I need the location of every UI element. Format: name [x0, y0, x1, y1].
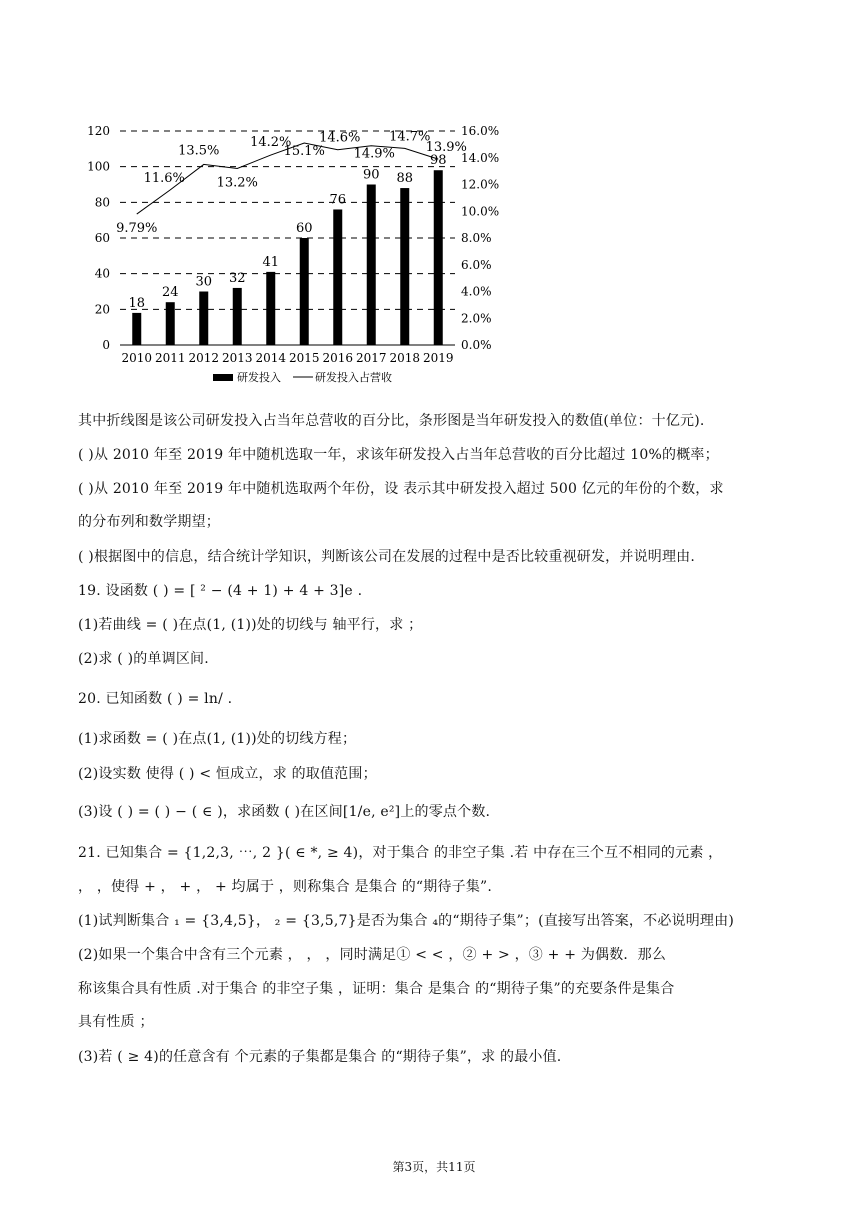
bar — [367, 185, 376, 346]
bar-value-label: 30 — [195, 274, 213, 290]
left-tick-label: 40 — [94, 266, 110, 281]
right-tick-label: 6.0% — [461, 257, 492, 272]
percent-label: 13.2% — [216, 175, 258, 191]
x-tick-label: 2010 — [121, 351, 153, 365]
legend-bar-label: 研发投入 — [237, 371, 281, 384]
question-21-title: 21. 已知集合 = {1,2,3, ⋯, 2 }( ∈ *, ≥ 4)，对于集合 的非空子集 .若 中存在三个互不相同的元素 ， — [78, 845, 723, 861]
bar-value-label: 76 — [329, 192, 347, 208]
x-tick-label: 2017 — [355, 351, 387, 365]
x-tick-label: 2015 — [288, 351, 320, 365]
right-tick-label: 10.0% — [461, 204, 500, 219]
question-20-part-3: (3)设 ( ) = ( ) − ( ∈ )，求函数 ( )在区间[1/e, e²]上的零点个数. — [78, 804, 491, 820]
percent-label: 13.9% — [425, 140, 467, 156]
question-19-part-1: (1)若曲线 = ( )在点(1, (1))处的切线与 轴平行，求 ； — [78, 617, 423, 633]
bar — [233, 288, 242, 345]
percent-label: 11.6% — [143, 170, 185, 186]
x-tick-label: 2011 — [154, 351, 186, 365]
bar-value-label: 41 — [262, 254, 280, 270]
x-tick-label: 2018 — [389, 351, 421, 365]
right-tick-label: 0.0% — [461, 338, 492, 352]
right-tick-label: 2.0% — [461, 311, 492, 326]
question-21-part-2-cont2: 具有性质 ； — [78, 1014, 154, 1030]
percent-label: 14.7% — [389, 129, 431, 145]
bar-value-label: 32 — [228, 270, 246, 286]
question-20-part-1: (1)求函数 = ( )在点(1, (1))处的切线方程； — [78, 731, 357, 747]
left-tick-label: 80 — [94, 195, 110, 210]
legend-line-label: 研发投入占营收 — [315, 371, 392, 384]
bar-value-label: 98 — [429, 153, 447, 169]
left-tick-label: 120 — [87, 124, 110, 138]
right-tick-label: 12.0% — [461, 177, 500, 192]
bar-value-label: 60 — [295, 221, 313, 236]
left-tick-label: 20 — [94, 302, 110, 317]
x-tick-label: 2019 — [422, 351, 454, 365]
left-tick-label: 60 — [94, 231, 110, 245]
percent-label: 9.79% — [116, 221, 158, 237]
question-20-title: 20. 已知函数 ( ) = ln/ . — [78, 691, 233, 707]
percent-label: 14.9% — [353, 146, 395, 162]
chart-svg — [80, 118, 540, 388]
bar-value-label: 88 — [396, 171, 414, 187]
chart-caption: 其中折线图是该公司研发投入占当年总营收的百分比，条形图是当年研发投入的数值(单位：十亿元). — [78, 413, 705, 429]
percent-label: 14.2% — [250, 135, 292, 151]
question-21-part-2: (2)如果一个集合中含有三个元素 ， ， ，同时满足① < < ，② + > ，③ + + 为偶数．那么 — [78, 947, 667, 963]
question-21-part-3: (3)若 ( ≥ 4)的任意含有 个元素的子集都是集合 的“期待子集”，求 的最小值. — [78, 1049, 562, 1065]
question-19-title: 19. 设函数 ( ) = [ ² − (4 + 1) + 4 + 3]e . — [78, 583, 363, 599]
right-tick-label: 4.0% — [461, 284, 492, 299]
x-tick-label: 2012 — [188, 351, 220, 365]
right-tick-label: 16.0% — [461, 124, 500, 138]
question-20-part-2: (2)设实数 使得 ( ) < 恒成立，求 的取值范围； — [78, 766, 377, 782]
bar-value-label: 24 — [161, 285, 179, 301]
question-18-part-2-cont: 的分布列和数学期望； — [78, 514, 220, 530]
question-21-title-cont: ， ，使得 + ， + ， + 均属于 ，则称集合 是集合 的“期待子集”. — [78, 879, 493, 895]
percent-label: 15.1% — [283, 144, 325, 160]
x-tick-label: 2014 — [255, 351, 287, 365]
x-tick-label: 2016 — [322, 351, 354, 365]
bar-value-label: 18 — [128, 295, 146, 311]
bar — [300, 238, 309, 345]
bar — [266, 272, 275, 345]
x-tick-label: 2013 — [221, 351, 253, 365]
right-tick-label: 8.0% — [461, 231, 492, 245]
right-tick-label: 14.0% — [461, 150, 500, 165]
bar — [166, 302, 175, 345]
bar — [132, 313, 141, 345]
legend-bar-swatch — [213, 374, 233, 381]
question-21-part-2-cont: 称该集合具有性质 .对于集合 的非空子集 ，证明：集合 是集合 的“期待子集”的充要条件是集合 — [78, 981, 675, 997]
bar — [199, 292, 208, 346]
left-tick-label: 0 — [102, 338, 110, 352]
percent-label: 14.6% — [319, 130, 361, 146]
question-18-part-1: ( )从 2010 年至 2019 年中随机选取一年，求该年研发投入占当年总营收的百分比超过 10%的概率； — [78, 447, 719, 463]
bar-line-chart — [80, 118, 540, 388]
page-footer: 第3页，共11页 — [392, 1160, 476, 1174]
bar — [434, 170, 443, 345]
bar-value-label: 90 — [362, 167, 380, 183]
bar — [400, 188, 409, 345]
percent-label: 13.5% — [178, 143, 220, 159]
bar — [333, 209, 342, 345]
left-tick-label: 100 — [87, 159, 110, 174]
question-19-part-2: (2)求 ( )的单调区间. — [78, 651, 209, 667]
question-18-part-3: ( )根据图中的信息，结合统计学知识，判断该公司在发展的过程中是否比较重视研发，并说明理由. — [78, 549, 696, 565]
question-18-part-2: ( )从 2010 年至 2019 年中随机选取两个年份，设 表示其中研发投入超过 500 亿元的年份的个数，求 — [78, 481, 724, 497]
question-21-part-1: (1)试判断集合 ₁ = {3,4,5}， ₂ = {3,5,7}是否为集合 ₄的“期待子集”；(直接写出答案，不必说明理由) — [78, 913, 734, 929]
